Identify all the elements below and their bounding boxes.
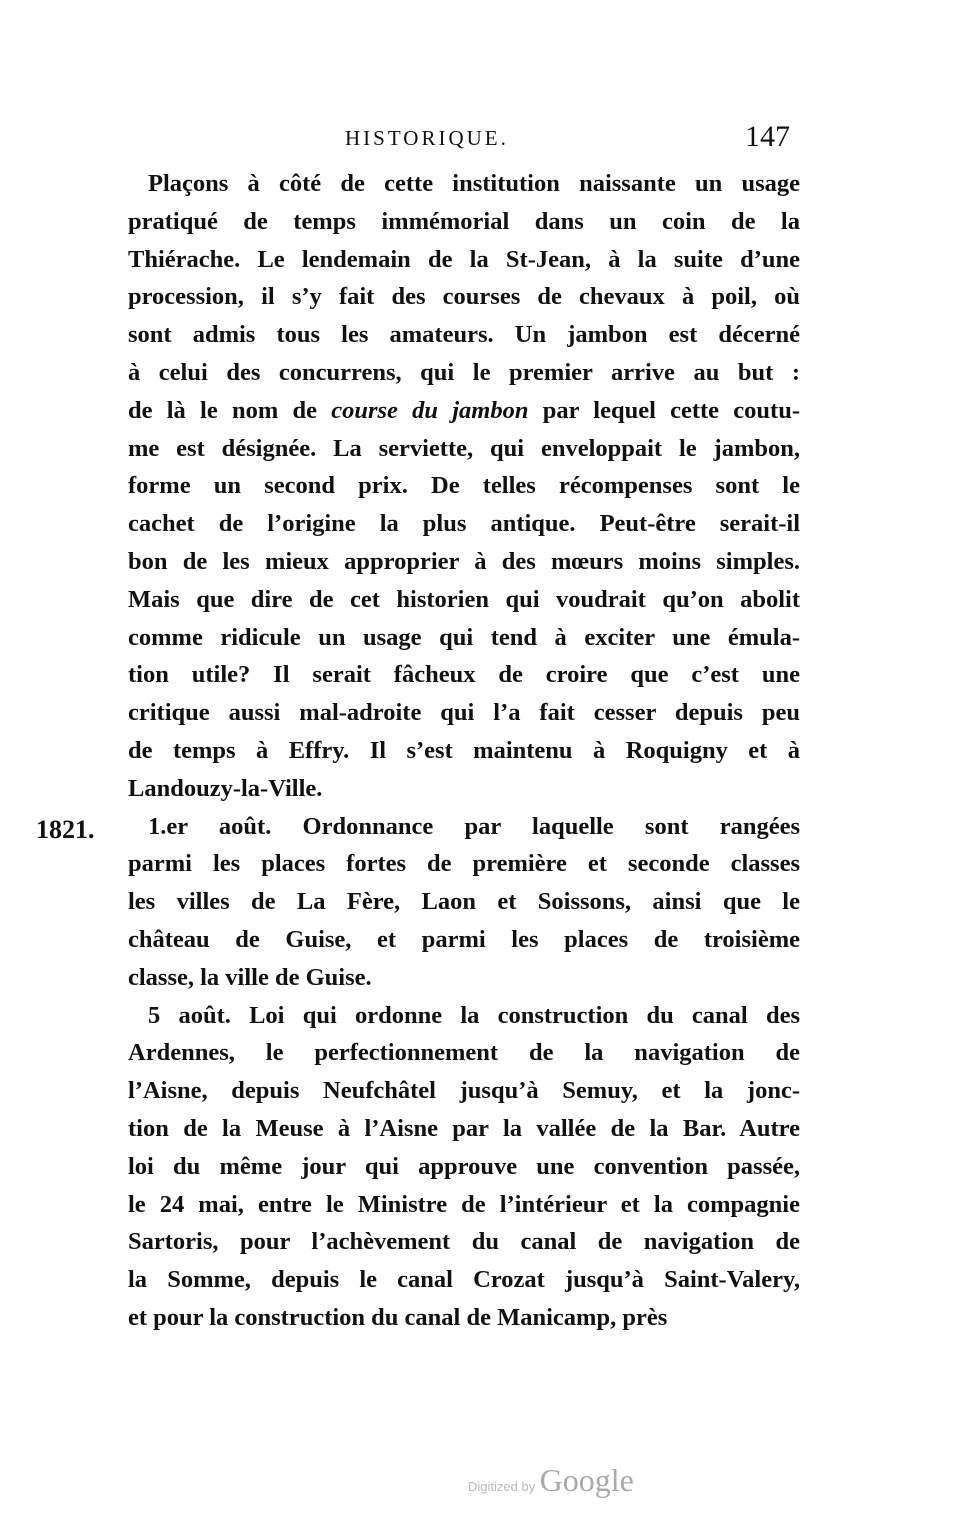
text-line: procession, il s’y fait des courses de chevaux à poil, où bbox=[128, 283, 800, 311]
line-segment: de là le nom de bbox=[128, 396, 332, 424]
text-line: les villes de La Fère, Laon et Soissons, ainsi que le bbox=[128, 888, 800, 916]
text-line: château de Guise, et parmi les places de troisième bbox=[128, 925, 800, 953]
text-line: de temps à Effry. Il s’est maintenu à Roquigny et à bbox=[128, 736, 800, 764]
running-title: HISTORIQUE. bbox=[345, 126, 509, 150]
text-line: tion utile? Il serait fâcheux de croire que c’est une bbox=[128, 661, 800, 689]
text-line: bon de les mieux approprier à des mœurs moins simples. bbox=[128, 547, 800, 575]
text-line: Thiérache. Le lendemain de la St-Jean, à la suite d’une bbox=[128, 245, 800, 273]
text-line: tion de la Meuse à l’Aisne par la vallée de la Bar. Autre bbox=[128, 1114, 800, 1142]
text-line: me est désignée. La serviette, qui enveloppait le jambon, bbox=[128, 434, 800, 462]
digitized-watermark bbox=[468, 1462, 634, 1499]
text-line: 1.er août. Ordonnance par laquelle sont rangées bbox=[148, 812, 800, 840]
text-line: Landouzy-la-Ville. bbox=[128, 774, 323, 802]
text-line: Sartoris, pour l’achèvement du canal de navigation de bbox=[128, 1228, 800, 1256]
text-line: loi du même jour qui approuve une convention passée, bbox=[128, 1152, 800, 1180]
page-number: 147 bbox=[745, 120, 790, 153]
text-line: sont admis tous les amateurs. Un jambon est décerné bbox=[128, 321, 800, 349]
text-line: Mais que dire de cet historien qui voudrait qu’on abolit bbox=[128, 585, 800, 613]
google-logo: Google bbox=[539, 1462, 634, 1498]
text-line: cachet de l’origine la plus antique. Peut-être serait-il bbox=[128, 510, 800, 538]
text-line: Plaçons à côté de cette institution naissante un usage bbox=[148, 170, 800, 197]
text-line: parmi les places fortes de première et seconde classes bbox=[128, 850, 800, 878]
body-text bbox=[128, 165, 800, 1337]
text-line: Ardennes, le perfectionnement de la navigation de bbox=[128, 1039, 800, 1067]
text-line: le 24 mai, entre le Ministre de l’intérieur et la compagnie bbox=[128, 1190, 800, 1218]
text-line: 5 août. Loi qui ordonne la construction du canal des bbox=[148, 1001, 800, 1029]
text-line: à celui des concurrens, qui le premier arrive au but : bbox=[128, 358, 800, 386]
text-line: et pour la construction du canal de Manicamp, près bbox=[128, 1303, 668, 1331]
page-header bbox=[130, 118, 790, 158]
text-line: la Somme, depuis le canal Crozat jusqu’à Saint-Valery, bbox=[128, 1266, 800, 1294]
text-line: classe, la ville de Guise. bbox=[128, 963, 372, 991]
line-segment: par lequel cette coutu- bbox=[528, 396, 800, 424]
text-line: comme ridicule un usage qui tend à exciter une émula- bbox=[128, 623, 800, 651]
text-line: l’Aisne, depuis Neufchâtel jusqu’à Semuy, et la jonc- bbox=[128, 1077, 800, 1105]
text-line: pratiqué de temps immémorial dans un coin de la bbox=[128, 207, 800, 235]
text-line: critique aussi mal-adroite qui l’a fait cesser depuis peu bbox=[128, 699, 800, 727]
margin-year: 1821. bbox=[36, 815, 95, 844]
text-line bbox=[128, 392, 800, 430]
digitized-prefix: Digitized by bbox=[468, 1479, 536, 1494]
italic-phrase: course du jambon bbox=[331, 396, 529, 424]
text-line: forme un second prix. De telles récompenses sont le bbox=[128, 472, 800, 500]
